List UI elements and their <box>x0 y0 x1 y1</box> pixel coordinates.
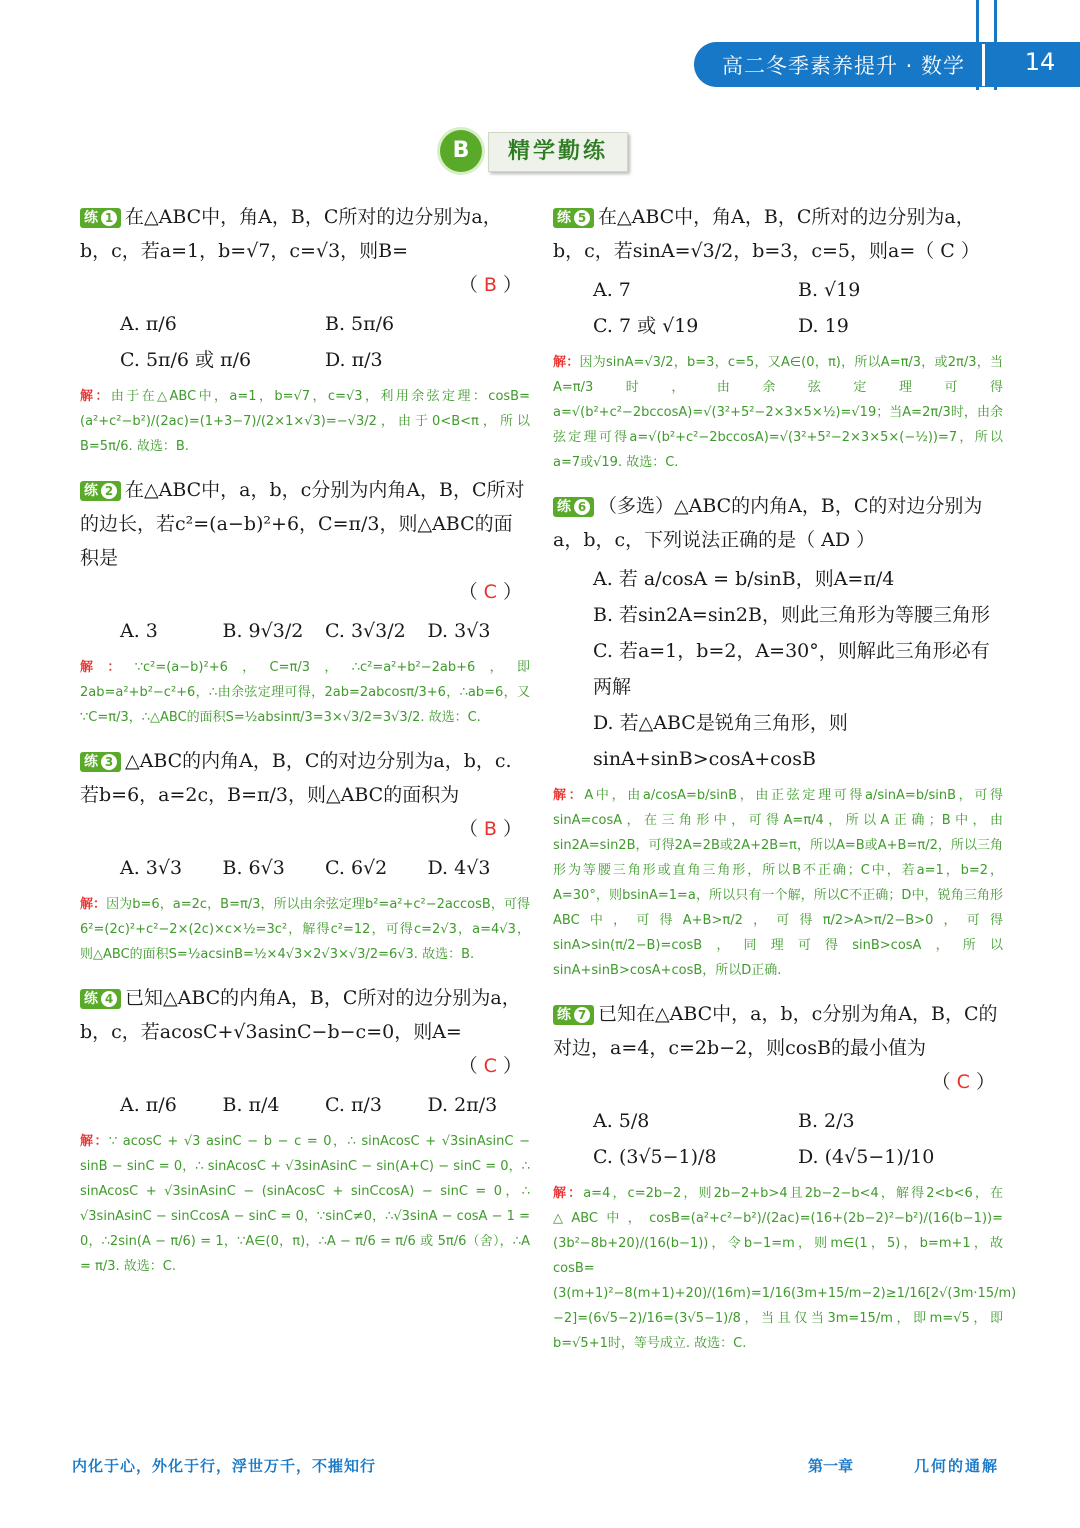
options-6 <box>553 561 1003 777</box>
section-title: 精学勤练 <box>488 132 628 172</box>
option-b: B. 9√3/2 <box>222 620 304 642</box>
answer-mark: C <box>956 1071 970 1093</box>
option-d: D. 19 <box>798 315 849 337</box>
question-tag: 练 5 <box>553 208 594 228</box>
solution-1: 解：由于在△ABC中，a=1，b=√7，c=√3，利用余弦定理：cosB=(a²+c²−b²)/(2ac)=(1+3−7)/(2×1×√3)=−√3/2，由于0<B<π，所以B=5π/6. 故选：B. <box>80 389 530 454</box>
footer-chapter-title: 几何的通解 <box>914 1457 1000 1475</box>
options-1 <box>80 306 530 378</box>
options-3 <box>80 850 530 886</box>
option-d: D. 3√3 <box>427 620 491 642</box>
answer-mark: C <box>483 1055 497 1077</box>
header-divider <box>982 44 985 86</box>
answer-mark: B <box>483 274 497 296</box>
option-b: B. π/4 <box>222 1094 280 1116</box>
question-stem: 在△ABC中，角A，B，C所对的边分别为a，b，c，若a=1，b=√7，c=√3，则B= <box>80 206 502 262</box>
option-a: A. 5/8 <box>593 1110 650 1132</box>
right-column <box>553 200 1017 1370</box>
option-a: A. 7 <box>593 279 631 301</box>
answer-mark: C <box>483 581 497 603</box>
question-stem: △ABC的内角A，B，C的对边分别为a，b，c. 若b=6，a=2c，B=π/3，则△ABC的面积为 <box>80 750 512 806</box>
option-b: B. 若sin2A=sin2B，则此三角形为等腰三角形 <box>593 604 990 626</box>
header-title: 高二冬季素养提升 · 数学 <box>722 54 966 78</box>
option-c: C. (3√5−1)/8 <box>593 1146 717 1168</box>
page-number: 14 <box>1024 48 1056 76</box>
question-tag: 练 7 <box>553 1005 594 1025</box>
solution-4: 解：∵ acosC + √3 asinC − b − c = 0，∴ sinAcosC + √3sinAsinC − sinB − sinC = 0，∴ sinAcosC + √3sinAsinC − sin(A+C) − sinC = 0，∴ sinAcosC + √3sinAsinC − (sinAcosC + sinCcosA) − sinC = 0，∴ √3sinAsinC − sinCcosA − sinC = 0，∵sinC≠0，∴√3sinA − cosA − 1 = 0，∴2sin(A − π/6) = 1，∵A∈(0，π)，∴A − π/6 = π/6 或 5π/6（舍），∴A = π/3. 故选：C. <box>80 1134 530 1274</box>
question-tag: 练 1 <box>80 208 121 228</box>
solution-5: 解：因为sinA=√3/2，b=3，c=5，又A∈(0，π)，所以A=π/3，或2π/3，当A=π/3时，由余弦定理可得a=√(b²+c²−2bccosA)=√(3²+5²−2×3×5×½)=√19；当A=2π/3时，由余弦定理可得a=√(b²+c²−2bccosA)=√(3²+5²−2×3×5×(−½))=7，所以a=7或√19. 故选：C. <box>553 355 1003 470</box>
question-stem: 在△ABC中，角A，B，C所对的边分别为a，b，c，若sinA=√3/2，b=3，c=5，则a=（ C ） <box>553 206 980 262</box>
option-b: B. √19 <box>798 279 861 301</box>
section-heading <box>440 130 630 172</box>
solution-7: 解：a=4，c=2b−2，则2b−2+b>4且2b−2−b<4，解得2<b<6，在△ABC中，cosB=(a²+c²−b²)/(2ac)=(16+(2b−2)²−b²)/(16(b−1))=(3b²−8b+20)/(16(b−1))，令b−1=m，则m∈(1，5)，b=m+1，故cosB=(3(m+1)²−8(m+1)+20)/(16m)=1/16(3m+15/m−2)≥1/16[2√(3m·15/m)−2]=(6√5−2)/16=(3√5−1)/8，当且仅当3m=15/m，即m=√5，即b=√5+1时，等号成立. 故选：C. <box>553 1186 1017 1351</box>
option-d: D. 4√3 <box>427 857 491 879</box>
solution-2: 解：∵c²=(a−b)²+6，C=π/3，∴c²=a²+b²−2ab+6，即2ab=a²+b²−c²+6，∴由余弦定理可得，2ab=2abcosπ/3+6，∴ab=6，又∵C=π/3，∴△ABC的面积S=½absinπ/3=3×√3/2=3√3/2. 故选：C. <box>80 660 530 725</box>
options-7 <box>553 1103 1003 1175</box>
option-c: C. 3√3/2 <box>325 620 406 642</box>
option-d: D. 2π/3 <box>427 1094 498 1116</box>
option-d: D. 若△ABC是锐角三角形，则sinA+sinB>cosA+cosB <box>593 712 848 770</box>
option-b: B. 5π/6 <box>325 313 395 335</box>
question-stem: 在△ABC中，a，b，c分别为内角A，B，C所对的边长，若c²=(a−b)²+6，C=π/3，则△ABC的面积是 <box>80 479 525 569</box>
options-2 <box>80 613 530 649</box>
answer-mark: B <box>483 818 497 840</box>
question-stem: 已知△ABC的内角A，B，C所对的边分别为a，b，c，若acosC+√3asinC−b−c=0，则A= <box>80 987 521 1043</box>
option-c: C. 5π/6 或 π/6 <box>120 349 252 371</box>
solution-3: 解：因为b=6，a=2c，B=π/3，所以由余弦定理b²=a²+c²−2accosB，可得6²=(2c)²+c²−2×(2c)×c×½=3c²，解得c²=12，可得c=2√3，a=4√3，则△ABC的面积S=½acsinB=½×4√3×2√3×√3/2=6√3. 故选：B. <box>80 897 530 962</box>
question-tag: 练 3 <box>80 752 121 772</box>
option-b: B. 2/3 <box>798 1110 855 1132</box>
question-7: 练 7 已知在△ABC中，a，b，c分别为角A，B，C的对边，a=4，c=2b−2，则cosB的最小值为 （ C ） <box>553 1003 998 1093</box>
question-tag: 练 2 <box>80 481 121 501</box>
option-a: A. 3 <box>120 620 158 642</box>
question-4: 练 4 已知△ABC的内角A，B，C所对的边分别为a，b，c，若acosC+√3asinC−b−c=0，则A= （ C ） <box>80 987 522 1077</box>
option-c: C. 若a=1，b=2，A=30°，则解此三角形必有两解 <box>593 640 990 698</box>
option-d: D. π/3 <box>325 349 383 371</box>
question-stem: 已知在△ABC中，a，b，c分别为角A，B，C的对边，a=4，c=2b−2，则cosB的最小值为 <box>553 1003 998 1059</box>
option-c: C. 7 或 √19 <box>593 315 699 337</box>
options-4 <box>80 1087 530 1123</box>
option-a: A. 3√3 <box>120 857 183 879</box>
question-2: 练 2 在△ABC中，a，b，c分别为内角A，B，C所对的边长，若c²=(a−b)²+6，C=π/3，则△ABC的面积是 （ C ） <box>80 479 525 603</box>
question-stem: （多选）△ABC的内角A，B，C的对边分别为a，b，c，下列说法正确的是（ AD ） <box>553 495 983 551</box>
options-5 <box>553 272 1003 344</box>
option-a: A. π/6 <box>120 1094 177 1116</box>
question-tag: 练 6 <box>553 497 594 517</box>
footer-chapter: 第一章 <box>808 1457 854 1475</box>
option-c: C. π/3 <box>325 1094 382 1116</box>
option-b: B. 6√3 <box>222 857 285 879</box>
section-badge: B <box>440 130 482 172</box>
question-tag: 练 4 <box>80 989 121 1009</box>
question-6 <box>553 489 1003 557</box>
left-column <box>80 200 530 1293</box>
solution-6: 解：A中，由a/cosA=b/sinB，由正弦定理可得a/sinA=b/sinB，可得sinA=cosA，在三角形中，可得A=π/4，所以A正确；B中，由sin2A=sin2B，可得2A=2B或2A+2B=π，所以A=B或A+B=π/2，所以三角形为等腰三角形或直角三角形，所以B不正确；C中，若a=1，b=2，A=30°，则bsinA=1=a，所以只有一个解，所以C不正确；D中，锐角三角形ABC中，可得A+B>π/2，可得π/2>A>π/2−B>0，可得sinA>sin(π/2−B)=cosB，同理可得sinB>cosA，所以sinA+sinB>cosA+cosB，所以D正确. <box>553 788 1003 978</box>
option-a: A. π/6 <box>120 313 177 335</box>
option-d: D. (4√5−1)/10 <box>798 1146 935 1168</box>
question-5 <box>553 200 1003 268</box>
footer-motto: 内化于心，外化于行，浮世万千，不摧知行 <box>72 1457 377 1475</box>
option-a: A. 若 a/cosA = b/sinB，则A=π/4 <box>593 568 895 590</box>
option-c: C. 6√2 <box>325 857 388 879</box>
question-1: 练 1 在△ABC中，角A，B，C所对的边分别为a，b，c，若a=1，b=√7，c=√3，则B= （ B ） <box>80 206 522 296</box>
question-3: 练 3 △ABC的内角A，B，C的对边分别为a，b，c. 若b=6，a=2c，B=π/3，则△ABC的面积为 （ B ） <box>80 750 522 840</box>
